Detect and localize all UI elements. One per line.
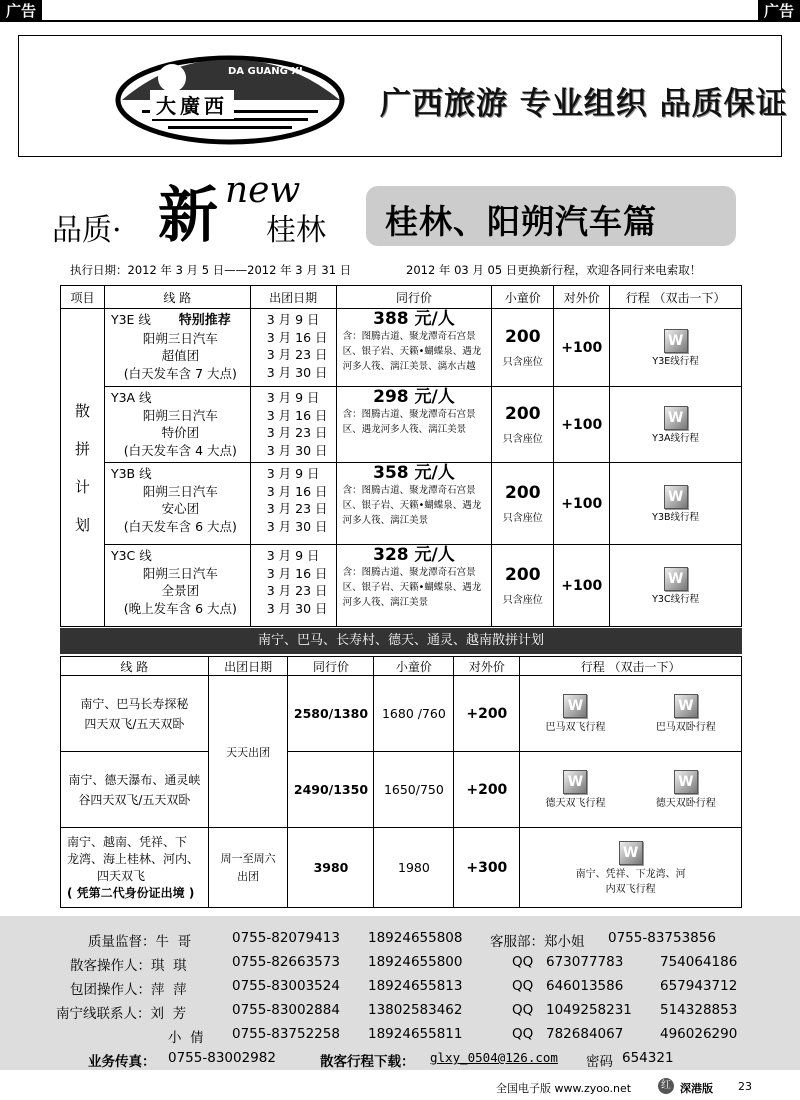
qq-label: QQ xyxy=(512,954,534,970)
route-line2: 全景团 xyxy=(161,583,200,598)
date-item: 3 月 16 日 xyxy=(266,565,328,581)
route-code: Y3B 线 xyxy=(110,466,152,481)
itinerary-link[interactable]: Y3C线行程 xyxy=(652,593,700,605)
child-note: 只含座位 xyxy=(502,595,543,606)
itinerary-cell xyxy=(520,676,742,752)
header-date: 出团日期 xyxy=(250,286,336,309)
route-code: Y3A 线 xyxy=(110,390,152,405)
download-email[interactable]: glxy_0504@126.com xyxy=(430,1050,558,1065)
word-document-icon[interactable]: W xyxy=(664,329,688,353)
banner-slogan: 广西旅游 专业组织 品质保证 xyxy=(380,86,788,122)
itinerary-link[interactable]: Y3B线行程 xyxy=(652,511,700,523)
contact-footer xyxy=(0,916,800,1070)
qq-number: 1049258231 xyxy=(546,1002,632,1018)
route-code: Y3C 线 xyxy=(110,548,152,563)
itinerary-link[interactable]: 德天双飞行程 xyxy=(545,798,606,809)
child-note: 只含座位 xyxy=(502,357,543,368)
edition-name: 深港版 xyxy=(680,1082,713,1095)
route-cell xyxy=(61,752,209,828)
route-cell xyxy=(104,309,250,387)
retail-price: +100 xyxy=(554,387,610,463)
password-value: 654321 xyxy=(622,1050,674,1066)
edition-badge-icon: 红 xyxy=(658,1078,674,1094)
qq-number: 646013586 xyxy=(546,978,624,994)
fax-number: 0755-83002982 xyxy=(168,1050,276,1066)
contact-mobile: 13802583462 xyxy=(368,1002,463,1018)
contact-label: 质量监督：牛 哥 xyxy=(88,934,192,950)
itinerary-item[interactable] xyxy=(576,841,686,895)
qq-number: 514328853 xyxy=(660,1002,738,1018)
page-number: 23 xyxy=(738,1080,752,1093)
price-cell xyxy=(336,463,492,545)
date-item: 3 月 30 日 xyxy=(266,364,328,380)
dates-cell xyxy=(250,463,336,545)
trade-price: 298 元/人 xyxy=(373,387,455,407)
route-line1: 阳朔三日汽车 xyxy=(142,330,218,346)
itinerary-link[interactable]: Y3A线行程 xyxy=(652,432,700,444)
itinerary-link[interactable]: 巴马双飞行程 xyxy=(545,722,606,733)
route-tag: 特别推荐 xyxy=(178,313,231,328)
promo-title: 桂林、阳朔汽车篇 xyxy=(385,202,657,241)
nanning-tour-table xyxy=(60,656,742,908)
header-route: 线 路 xyxy=(61,657,209,676)
trade-price: 358 元/人 xyxy=(373,463,455,483)
contact-phone: 0755-83752258 xyxy=(232,1026,340,1042)
itinerary-link[interactable]: 巴马双卧行程 xyxy=(655,722,716,733)
itinerary-item[interactable] xyxy=(545,770,605,809)
retail-price: +200 xyxy=(454,752,520,828)
contact-mobile: 18924655813 xyxy=(368,978,463,994)
date-item: 3 月 23 日 xyxy=(266,347,328,362)
child-price: 200 xyxy=(505,327,541,347)
date-item: 3 月 9 日 xyxy=(266,390,320,405)
table-row xyxy=(61,463,742,545)
date-item: 3 月 30 日 xyxy=(266,518,328,534)
national-edition: 全国电子版 www.zyoo.net xyxy=(496,1082,632,1095)
route-code: Y3E 线 xyxy=(110,312,151,327)
date-item: 3 月 9 日 xyxy=(266,548,320,563)
word-document-icon[interactable]: W xyxy=(664,485,688,509)
qq-number: 754064186 xyxy=(660,954,738,970)
header-child-price: 小童价 xyxy=(492,286,554,309)
itinerary-cell[interactable] xyxy=(610,387,742,463)
route-line3: (白天发车含 4 大点) xyxy=(123,442,237,458)
contact-phone: 0755-82663573 xyxy=(232,954,340,970)
logo-english: DA GUANG XI xyxy=(228,66,303,77)
qq-label: QQ xyxy=(512,978,534,994)
price-cell xyxy=(336,387,492,463)
header-date: 出团日期 xyxy=(208,657,288,676)
table-header xyxy=(61,286,742,309)
ad-label-left: 广告 xyxy=(0,0,42,22)
header-itinerary: 行程 （双击一下） xyxy=(610,286,742,309)
daily-departure: 天天出团 xyxy=(208,676,288,828)
route-line3: (晚上发车含 6 大点) xyxy=(123,600,237,616)
route-line: 南宁、巴马长寿探秘 xyxy=(80,696,189,711)
retail-price: +300 xyxy=(454,828,520,908)
contact-label: 小 倩 xyxy=(168,1030,204,1046)
included-sights: 含：图腾古道、聚龙潭奇石宫景区、银子岩、天籁•蝴蝶泉、遇龙河多人筏、漓江美景 xyxy=(342,567,482,608)
table-row xyxy=(61,676,742,752)
header-item: 项目 xyxy=(61,286,105,309)
itinerary-cell xyxy=(520,828,742,908)
date-item: 3 月 23 日 xyxy=(266,583,328,598)
route-line: 谷四天双飞/五天双卧 xyxy=(78,792,191,807)
route-line1: 阳朔三日汽车 xyxy=(142,483,218,499)
dates-cell xyxy=(250,545,336,627)
password-label: 密码 xyxy=(586,1054,613,1070)
itinerary-link[interactable]: 德天双卧行程 xyxy=(655,798,716,809)
trade-price: 3980 xyxy=(288,828,374,908)
logo-chinese: 大廣西 xyxy=(150,90,234,119)
child-cell xyxy=(492,545,554,627)
route-line2: 特价团 xyxy=(161,425,200,440)
date-item: 3 月 9 日 xyxy=(266,312,320,327)
promo-new-en: new xyxy=(225,170,301,211)
ad-label-right: 广告 xyxy=(758,0,800,22)
price-cell xyxy=(336,545,492,627)
dates-cell xyxy=(250,387,336,463)
header-retail-price: 对外价 xyxy=(454,657,520,676)
header-itinerary: 行程 （双击一下） xyxy=(520,657,742,676)
child-price: 200 xyxy=(505,404,541,424)
promo-new-char: 新 xyxy=(158,181,218,251)
child-price: 200 xyxy=(505,483,541,503)
departure-line: 周一至周六 xyxy=(220,851,276,865)
contact-label: 散客操作人：琪 琪 xyxy=(70,958,187,974)
table-row xyxy=(61,545,742,627)
route-id-note: ( 凭第二代身份证出境 ) xyxy=(67,885,195,900)
notice-line: 2012 年 03 月 05 日更换新行程，欢迎各同行来电索取！ xyxy=(406,263,702,277)
route-line: 南宁、德天瀑布、通灵峡 xyxy=(68,772,201,787)
contact-phone: 0755-83002884 xyxy=(232,1002,340,1018)
qq-label: QQ xyxy=(512,1026,534,1042)
word-document-icon[interactable]: W xyxy=(664,406,688,430)
date-item: 3 月 23 日 xyxy=(266,501,328,516)
route-line2: 超值团 xyxy=(161,348,200,363)
child-price: 1980 xyxy=(374,828,454,908)
retail-price: +100 xyxy=(554,309,610,387)
date-item: 3 月 16 日 xyxy=(266,329,328,345)
contact-mobile: 18924655811 xyxy=(368,1026,463,1042)
route-cell xyxy=(104,463,250,545)
trade-price: 2490/1350 xyxy=(288,752,374,828)
trade-price: 388 元/人 xyxy=(373,309,455,329)
guilin-tour-table xyxy=(60,285,742,627)
table-row xyxy=(61,387,742,463)
departure-cell xyxy=(208,828,288,908)
retail-price: +100 xyxy=(554,545,610,627)
dates-cell xyxy=(250,309,336,387)
route-cell xyxy=(104,387,250,463)
route-line1: 阳朔三日汽车 xyxy=(142,565,218,581)
header-retail-price: 对外价 xyxy=(554,286,610,309)
table-row xyxy=(61,752,742,828)
service-phone: 0755-83753856 xyxy=(608,930,716,946)
itinerary-link[interactable]: 南宁、凭祥、下龙湾、河内双飞行程 xyxy=(575,868,686,895)
child-price: 200 xyxy=(505,565,541,585)
retail-price: +100 xyxy=(554,463,610,545)
route-cell xyxy=(61,828,209,908)
itinerary-cell[interactable] xyxy=(610,545,742,627)
date-item: 3 月 16 日 xyxy=(266,407,328,423)
qq-number: 496026290 xyxy=(660,1026,738,1042)
route-cell xyxy=(61,676,209,752)
table-row xyxy=(61,309,742,387)
child-cell xyxy=(492,309,554,387)
itinerary-cell[interactable] xyxy=(610,309,742,387)
trade-price: 328 元/人 xyxy=(373,545,455,565)
child-note: 只含座位 xyxy=(502,513,543,524)
child-price: 1680 /760 xyxy=(374,676,454,752)
word-document-icon[interactable]: W xyxy=(674,770,698,794)
header-route: 线 路 xyxy=(104,286,250,309)
departure-line: 出团 xyxy=(237,869,260,883)
category-label: 散 拼 计 划 xyxy=(74,401,90,534)
route-line: 四天双飞/五天双卧 xyxy=(84,716,185,731)
route-line: 龙湾、海上桂林、河内、 xyxy=(67,851,200,866)
retail-price: +200 xyxy=(454,676,520,752)
header-child-price: 小童价 xyxy=(374,657,454,676)
itinerary-item[interactable] xyxy=(656,694,716,733)
contact-phone: 0755-82079413 xyxy=(232,930,340,946)
itinerary-item[interactable] xyxy=(545,694,605,733)
route-line: 四天双飞 xyxy=(97,868,146,883)
table-row xyxy=(61,828,742,908)
route-line3: (白天发车含 7 大点) xyxy=(123,365,237,381)
word-document-icon[interactable]: W xyxy=(674,694,698,718)
top-rule xyxy=(0,20,800,22)
child-note: 只含座位 xyxy=(502,434,543,445)
trade-price: 2580/1380 xyxy=(288,676,374,752)
contact-mobile: 18924655808 xyxy=(368,930,463,946)
date-item: 3 月 23 日 xyxy=(266,425,328,440)
contact-mobile: 18924655800 xyxy=(368,954,463,970)
child-cell xyxy=(492,387,554,463)
execution-dates: 执行日期：2012 年 3 月 5 日——2012 年 3 月 31 日 xyxy=(70,263,352,277)
contact-label: 包团操作人：萍 萍 xyxy=(70,982,187,998)
header-trade-price: 同行价 xyxy=(288,657,374,676)
route-line1: 阳朔三日汽车 xyxy=(142,407,218,423)
date-item: 3 月 16 日 xyxy=(266,483,328,499)
itinerary-link[interactable]: Y3E线行程 xyxy=(652,355,699,367)
category-cell xyxy=(61,309,105,627)
word-document-icon[interactable]: W xyxy=(563,770,587,794)
contact-phone: 0755-83003524 xyxy=(232,978,340,994)
included-sights: 含：图腾古道、聚龙潭奇石宫景区、银子岩、天籁•蝴蝶泉、遇龙河多人筏、漓江美景、漓水古越 xyxy=(342,331,482,372)
date-item: 3 月 30 日 xyxy=(266,600,328,616)
date-item: 3 月 30 日 xyxy=(266,442,328,458)
promo-guilin: 桂林 xyxy=(266,213,326,248)
child-cell xyxy=(492,463,554,545)
qq-number: 782684067 xyxy=(546,1026,624,1042)
contact-label: 南宁线联系人：刘 芳 xyxy=(56,1006,187,1022)
table-header xyxy=(61,657,742,676)
qq-label: QQ xyxy=(512,1002,534,1018)
included-sights: 含：图腾古道、聚龙潭奇石宫景区、遇龙河多人筏、漓江美景 xyxy=(342,409,476,435)
itinerary-cell xyxy=(520,752,742,828)
price-cell xyxy=(336,309,492,387)
word-document-icon[interactable]: W xyxy=(563,694,587,718)
itinerary-cell[interactable] xyxy=(610,463,742,545)
service-label: 客服部：郑小姐 xyxy=(490,934,585,950)
fax-label: 业务传真： xyxy=(88,1054,156,1070)
download-label: 散客行程下载： xyxy=(320,1054,415,1070)
route-cell xyxy=(104,545,250,627)
route-line: 南宁、越南、凭祥、下 xyxy=(67,834,188,849)
itinerary-item[interactable] xyxy=(656,770,716,809)
qq-number: 657943712 xyxy=(660,978,738,994)
child-price: 1650/750 xyxy=(374,752,454,828)
included-sights: 含：图腾古道、聚龙潭奇石宫景区、银子岩、天籁•蝴蝶泉、遇龙河多人筏、漓江美景 xyxy=(342,485,482,526)
promo-quality: 品质· xyxy=(52,213,122,248)
route-line2: 安心团 xyxy=(161,501,200,516)
section2-title: 南宁、巴马、长寿村、德天、通灵、越南散拼计划 xyxy=(60,628,742,654)
word-document-icon[interactable]: W xyxy=(619,841,643,865)
date-item: 3 月 9 日 xyxy=(266,466,320,481)
word-document-icon[interactable]: W xyxy=(664,567,688,591)
qq-number: 673077783 xyxy=(546,954,624,970)
header-trade-price: 同行价 xyxy=(336,286,492,309)
route-line3: (白天发车含 6 大点) xyxy=(123,518,237,534)
